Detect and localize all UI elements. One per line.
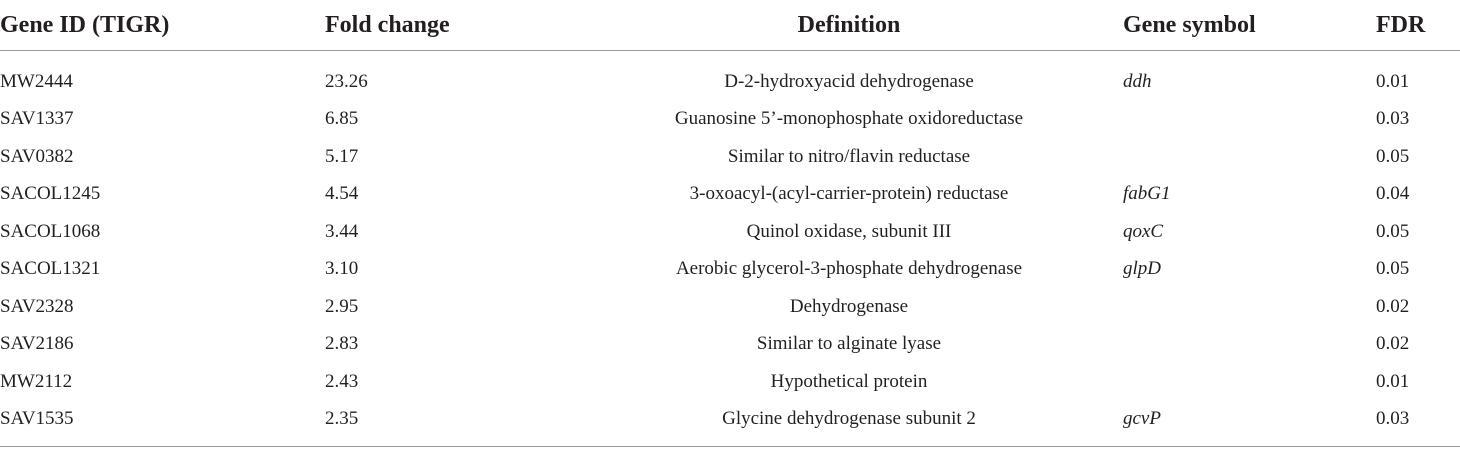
cell-definition: Glycine dehydrogenase subunit 2 (722, 408, 976, 430)
cell-definition: 3-oxoacyl-(acyl-carrier-protein) reductase (689, 183, 1009, 205)
cell-gene-symbol (1123, 363, 1376, 401)
cell-fdr: 0.04 (1376, 183, 1410, 205)
cell-fold-change: 2.95 (325, 295, 359, 317)
cell-fdr: 0.03 (1376, 408, 1410, 430)
cell-gene-symbol (1123, 138, 1376, 176)
cell-definition: Guanosine 5’-monophosphate oxidoreductase (674, 108, 1024, 130)
table-row (0, 101, 1460, 139)
cell-fdr: 0.05 (1376, 145, 1410, 167)
table-row (0, 251, 1460, 289)
cell-gene-id: SACOL1245 (0, 183, 101, 205)
table-row (0, 326, 1460, 364)
table-row (0, 401, 1460, 439)
cell-definition: Dehydrogenase (789, 295, 909, 317)
table-body (0, 51, 1460, 439)
cell-fdr: 0.02 (1376, 295, 1410, 317)
cell-fdr: 0.05 (1376, 220, 1410, 242)
cell-gene-id: SAV2328 (0, 295, 74, 317)
cell-fold-change: 2.35 (325, 408, 359, 430)
cell-fold-change: 3.44 (325, 220, 359, 242)
cell-fold-change: 5.17 (325, 145, 359, 167)
table-header (0, 0, 1460, 51)
cell-definition: Aerobic glycerol-3-phosphate dehydrogenase (675, 258, 1023, 280)
cell-definition: Hypothetical protein (770, 370, 928, 392)
cell-fdr: 0.01 (1376, 370, 1410, 392)
cell-gene-id: SAV0382 (0, 145, 74, 167)
cell-gene-id: MW2444 (0, 70, 73, 92)
cell-definition: Similar to alginate lyase (756, 333, 942, 355)
cell-gene-symbol: gcvP (1123, 408, 1161, 430)
cell-gene-id: MW2112 (0, 370, 73, 392)
table-row (0, 176, 1460, 214)
cell-gene-symbol (1123, 326, 1376, 364)
cell-gene-symbol (1123, 101, 1376, 139)
cell-gene-id: SAV1337 (0, 108, 74, 130)
header-definition: Definition (575, 0, 1123, 51)
cell-fdr: 0.03 (1376, 108, 1410, 130)
cell-gene-id: SACOL1321 (0, 258, 101, 280)
header-fdr: FDR (1376, 0, 1460, 51)
cell-gene-symbol: glpD (1123, 258, 1161, 280)
header-gene-id: Gene ID (TIGR) (0, 0, 325, 51)
cell-gene-id: SACOL1068 (0, 220, 101, 242)
cell-definition: Similar to nitro/flavin reductase (727, 145, 971, 167)
cell-fold-change: 6.85 (325, 108, 359, 130)
cell-definition: D-2-hydroxyacid dehydrogenase (724, 70, 974, 92)
table-row (0, 213, 1460, 251)
cell-fold-change: 2.43 (325, 370, 359, 392)
cell-gene-symbol (1123, 288, 1376, 326)
cell-fold-change: 23.26 (325, 70, 368, 92)
cell-gene-id: SAV2186 (0, 333, 74, 355)
cell-fdr: 0.02 (1376, 333, 1410, 355)
table-row (0, 138, 1460, 176)
cell-gene-symbol: ddh (1123, 70, 1152, 92)
cell-definition: Quinol oxidase, subunit III (746, 220, 952, 242)
cell-fold-change: 4.54 (325, 183, 359, 205)
cell-fold-change: 3.10 (325, 258, 359, 280)
cell-fdr: 0.05 (1376, 258, 1410, 280)
cell-gene-symbol: fabG1 (1123, 183, 1171, 205)
cell-fdr: 0.01 (1376, 70, 1410, 92)
table-row (0, 51, 1460, 101)
cell-gene-symbol: qoxC (1123, 220, 1164, 242)
cell-fold-change: 2.83 (325, 333, 359, 355)
table-bottom-rule (0, 446, 1460, 447)
table-row (0, 288, 1460, 326)
header-gene-symbol: Gene symbol (1123, 0, 1376, 51)
header-fold-change: Fold change (325, 0, 575, 51)
header-row (0, 0, 1460, 51)
cell-gene-id: SAV1535 (0, 408, 74, 430)
table-row (0, 363, 1460, 401)
